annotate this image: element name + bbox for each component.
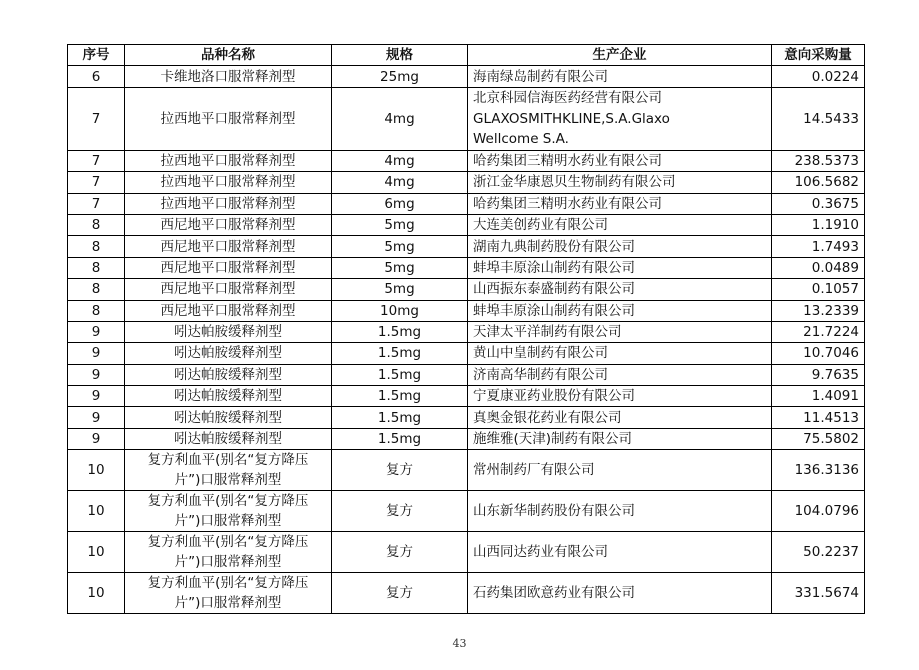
header-spec: 规格 [332, 45, 468, 66]
cell-company: 常州制药厂有限公司 [468, 450, 772, 491]
table-row [68, 386, 865, 407]
cell-company: 大连美创药业有限公司 [468, 214, 772, 235]
name-line: 复方利血平(别名“复方降压 [147, 493, 309, 510]
name-line: 复方利血平(别名“复方降压 [147, 575, 309, 592]
table-row [68, 532, 865, 573]
table-row [68, 343, 865, 364]
cell-qty: 50.2237 [772, 532, 865, 573]
cell-name: 西尼地平口服常释剂型 [125, 279, 332, 300]
cell-spec: 25mg [332, 66, 468, 87]
cell-name: 拉西地平口服常释剂型 [125, 172, 332, 193]
cell-company [468, 87, 772, 150]
cell-spec: 1.5mg [332, 321, 468, 342]
cell-name: 拉西地平口服常释剂型 [125, 150, 332, 171]
cell-company: 石药集团欧意药业有限公司 [468, 573, 772, 614]
table-row [68, 321, 865, 342]
table-header-row [68, 45, 865, 66]
cell-spec: 4mg [332, 150, 468, 171]
cell-company: 施维雅(天津)制药有限公司 [468, 428, 772, 449]
cell-no: 9 [68, 321, 125, 342]
company-line: 北京科园信海医药经营有限公司 [473, 90, 662, 107]
cell-no: 8 [68, 300, 125, 321]
company-line: Wellcome S.A. [473, 131, 569, 148]
cell-spec: 4mg [332, 87, 468, 150]
cell-name: 拉西地平口服常释剂型 [125, 87, 332, 150]
cell-no: 9 [68, 343, 125, 364]
header-no: 序号 [68, 45, 125, 66]
cell-no: 7 [68, 150, 125, 171]
cell-no: 8 [68, 214, 125, 235]
table-row [68, 573, 865, 614]
table-row [68, 491, 865, 532]
cell-qty: 1.4091 [772, 386, 865, 407]
table-row [68, 279, 865, 300]
table-row [68, 66, 865, 87]
cell-qty: 238.5373 [772, 150, 865, 171]
cell-no: 7 [68, 172, 125, 193]
cell-spec: 复方 [332, 491, 468, 532]
table-row [68, 300, 865, 321]
table-row [68, 407, 865, 428]
cell-company: 浙江金华康恩贝生物制药有限公司 [468, 172, 772, 193]
cell-qty: 1.7493 [772, 236, 865, 257]
cell-qty: 10.7046 [772, 343, 865, 364]
cell-no: 7 [68, 87, 125, 150]
cell-spec: 复方 [332, 573, 468, 614]
cell-spec: 6mg [332, 193, 468, 214]
cell-spec: 5mg [332, 257, 468, 278]
cell-no: 6 [68, 66, 125, 87]
cell-qty: 21.7224 [772, 321, 865, 342]
cell-no: 10 [68, 491, 125, 532]
cell-name [125, 491, 332, 532]
name-line: 片”)口服常释剂型 [174, 595, 282, 612]
cell-spec: 5mg [332, 279, 468, 300]
table-row [68, 214, 865, 235]
cell-company: 济南高华制药有限公司 [468, 364, 772, 385]
cell-company: 宁夏康亚药业股份有限公司 [468, 386, 772, 407]
cell-name: 西尼地平口服常释剂型 [125, 300, 332, 321]
cell-qty: 14.5433 [772, 87, 865, 150]
table-row [68, 428, 865, 449]
cell-company: 湖南九典制药股份有限公司 [468, 236, 772, 257]
cell-company: 蚌埠丰原涂山制药有限公司 [468, 257, 772, 278]
company-line-part: GLAXOSMITHKLINE,S.A. [473, 110, 632, 127]
cell-company: 海南绿岛制药有限公司 [468, 66, 772, 87]
cell-company: 山西振东泰盛制药有限公司 [468, 279, 772, 300]
cell-no: 9 [68, 364, 125, 385]
cell-qty: 0.1057 [772, 279, 865, 300]
cell-spec: 5mg [332, 214, 468, 235]
cell-spec: 复方 [332, 532, 468, 573]
cell-qty: 75.5802 [772, 428, 865, 449]
cell-company: 山东新华制药股份有限公司 [468, 491, 772, 532]
cell-no: 8 [68, 257, 125, 278]
cell-no: 10 [68, 450, 125, 491]
cell-name [125, 532, 332, 573]
cell-spec: 5mg [332, 236, 468, 257]
cell-company: 哈药集团三精明水药业有限公司 [468, 193, 772, 214]
cell-qty: 0.3675 [772, 193, 865, 214]
cell-no: 7 [68, 193, 125, 214]
cell-qty: 0.0489 [772, 257, 865, 278]
table-row [68, 450, 865, 491]
cell-name: 吲达帕胺缓释剂型 [125, 386, 332, 407]
table-row [68, 150, 865, 171]
table-row [68, 193, 865, 214]
cell-no: 9 [68, 428, 125, 449]
cell-qty: 11.4513 [772, 407, 865, 428]
cell-spec: 1.5mg [332, 364, 468, 385]
table-row [68, 172, 865, 193]
company-line [473, 109, 766, 130]
cell-company: 黄山中皇制药有限公司 [468, 343, 772, 364]
cell-name: 卡维地洛口服常释剂型 [125, 66, 332, 87]
cell-name: 吲达帕胺缓释剂型 [125, 364, 332, 385]
name-line: 片”)口服常释剂型 [174, 513, 282, 530]
cell-qty: 331.5674 [772, 573, 865, 614]
cell-qty: 136.3136 [772, 450, 865, 491]
cell-no: 8 [68, 236, 125, 257]
cell-company: 天津太平洋制药有限公司 [468, 321, 772, 342]
table-row [68, 87, 865, 150]
cell-no: 8 [68, 279, 125, 300]
cell-name: 吲达帕胺缓释剂型 [125, 343, 332, 364]
table-row [68, 364, 865, 385]
cell-spec: 1.5mg [332, 386, 468, 407]
cell-no: 10 [68, 532, 125, 573]
cell-no: 9 [68, 386, 125, 407]
name-line: 片”)口服常释剂型 [174, 472, 282, 489]
name-line: 复方利血平(别名“复方降压 [147, 534, 309, 551]
cell-spec: 1.5mg [332, 428, 468, 449]
cell-name: 吲达帕胺缓释剂型 [125, 428, 332, 449]
procurement-table [67, 44, 865, 614]
table-row [68, 236, 865, 257]
cell-name: 西尼地平口服常释剂型 [125, 214, 332, 235]
cell-company: 山西同达药业有限公司 [468, 532, 772, 573]
cell-spec: 1.5mg [332, 343, 468, 364]
cell-spec: 4mg [332, 172, 468, 193]
cell-qty: 13.2339 [772, 300, 865, 321]
cell-qty: 106.5682 [772, 172, 865, 193]
cell-qty: 9.7635 [772, 364, 865, 385]
cell-name: 吲达帕胺缓释剂型 [125, 407, 332, 428]
cell-company: 哈药集团三精明水药业有限公司 [468, 150, 772, 171]
cell-name: 拉西地平口服常释剂型 [125, 193, 332, 214]
cell-company: 蚌埠丰原涂山制药有限公司 [468, 300, 772, 321]
name-line: 片”)口服常释剂型 [174, 554, 282, 571]
cell-name [125, 450, 332, 491]
cell-name: 吲达帕胺缓释剂型 [125, 321, 332, 342]
cell-qty: 104.0796 [772, 491, 865, 532]
header-qty: 意向采购量 [772, 45, 865, 66]
cell-no: 9 [68, 407, 125, 428]
cell-qty: 1.1910 [772, 214, 865, 235]
table-row [68, 257, 865, 278]
cell-spec: 1.5mg [332, 407, 468, 428]
cell-no: 10 [68, 573, 125, 614]
cell-spec: 复方 [332, 450, 468, 491]
cell-company: 真奥金银花药业有限公司 [468, 407, 772, 428]
header-company: 生产企业 [468, 45, 772, 66]
cell-name: 西尼地平口服常释剂型 [125, 257, 332, 278]
cell-qty: 0.0224 [772, 66, 865, 87]
header-name: 品种名称 [125, 45, 332, 66]
cell-name: 西尼地平口服常释剂型 [125, 236, 332, 257]
page-number: 43 [452, 637, 467, 650]
cell-name [125, 573, 332, 614]
company-line-part: Glaxo [631, 110, 670, 127]
cell-spec: 10mg [332, 300, 468, 321]
name-line: 复方利血平(别名“复方降压 [147, 452, 309, 469]
